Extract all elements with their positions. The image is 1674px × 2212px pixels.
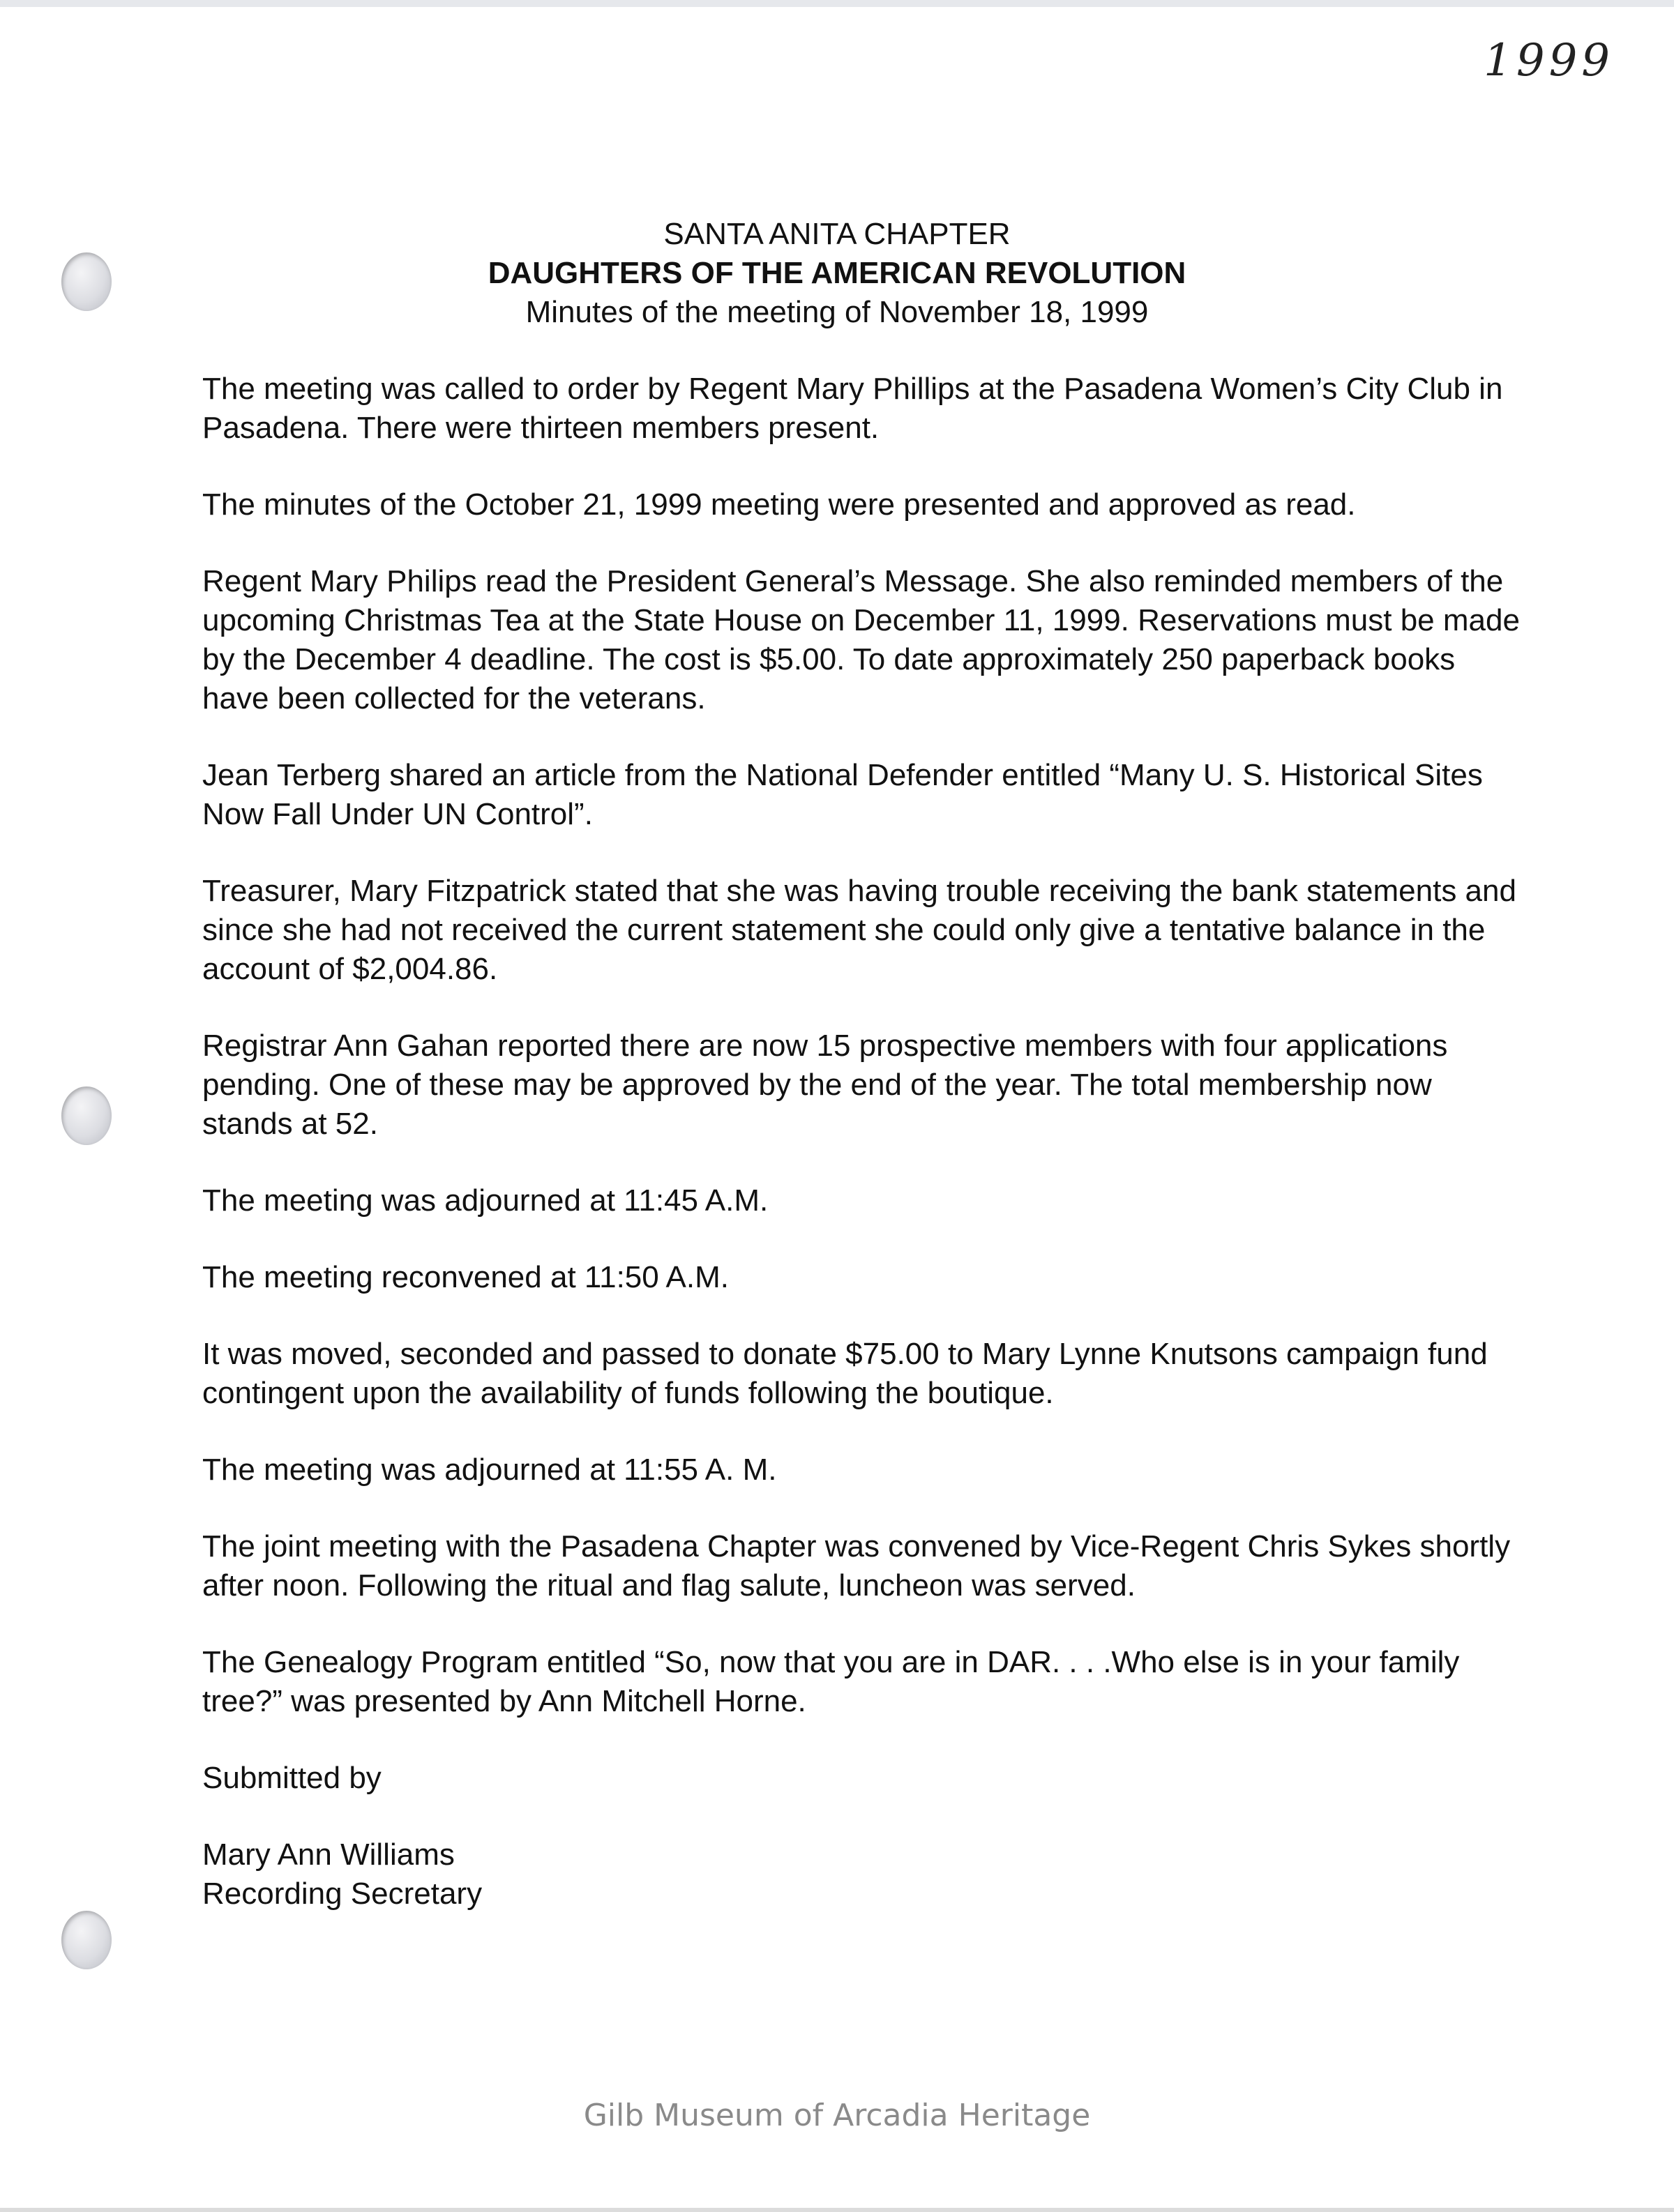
archive-watermark: Gilb Museum of Arcadia Heritage [583,2098,1091,2133]
paragraph-registrar: Registrar Ann Gahan reported there are now 15 prospective members with four applications pending. One of these may be approved by the end of the year. The total membership now stands at 52. [202,1029,1448,1141]
chapter-name: SANTA ANITA CHAPTER [663,217,1011,251]
paragraph-joint-meeting: The joint meeting with the Pasadena Chapter was convened by Vice-Regent Chris Sykes shortly after noon. Following the ritual and flag salute, luncheon was served. [202,1529,1511,1603]
signature-title: Recording Secretary [202,1877,483,1911]
paragraph-previous-minutes: The minutes of the October 21, 1999 meeting were presented and approved as read. [202,487,1356,522]
paragraph-reconvened: The meeting reconvened at 11:50 A.M. [202,1260,729,1294]
binder-hole-middle [61,1086,112,1145]
paragraph-regent-message: Regent Mary Philips read the President General’s Message. She also reminded members of the upcoming Christmas Tea at the State House on December 11, 1999. Reservations must be made by the December 4 deadline. The cost is $5.00. To date approximately 250 paperback books have been collected for the veterans. [202,564,1520,715]
paragraph-adjourned-1: The meeting was adjourned at 11:45 A.M. [202,1183,769,1218]
paragraph-call-to-order: The meeting was called to order by Regent Mary Phillips at the Pasadena Women’s City Club in Pasadena. There were thirteen members present. [202,372,1503,445]
organization-name: DAUGHTERS OF THE AMERICAN REVOLUTION [488,256,1186,290]
paragraph-genealogy-program: The Genealogy Program entitled “So, now that you are in DAR. . . .Who else is in your family tree?” was presented by Ann Mitchell Horne. [202,1645,1460,1718]
signature-name: Mary Ann Williams [202,1838,455,1872]
document-header [0,215,1674,332]
paragraph-article: Jean Terberg shared an article from the National Defender entitled “Many U. S. Historical Sites Now Fall Under UN Control”. [202,758,1483,831]
submitted-by-label: Submitted by [202,1761,382,1795]
handwritten-year-annotation: 1999 [1484,35,1614,86]
binder-hole-bottom [61,1911,112,1969]
paragraph-treasurer: Treasurer, Mary Fitzpatrick stated that she was having trouble receiving the bank statements and since she had not received the current statement she could only give a tentative balance in the account of $2,004.86. [202,874,1516,986]
paragraph-donation-motion: It was moved, seconded and passed to donate $75.00 to Mary Lynne Knutsons campaign fund contingent upon the availability of funds following the boutique. [202,1337,1488,1410]
minutes-body [202,370,1528,1914]
signature-block [202,1835,1528,1914]
meeting-subtitle: Minutes of the meeting of November 18, 1999 [525,295,1149,329]
paragraph-adjourned-2: The meeting was adjourned at 11:55 A. M. [202,1453,777,1487]
